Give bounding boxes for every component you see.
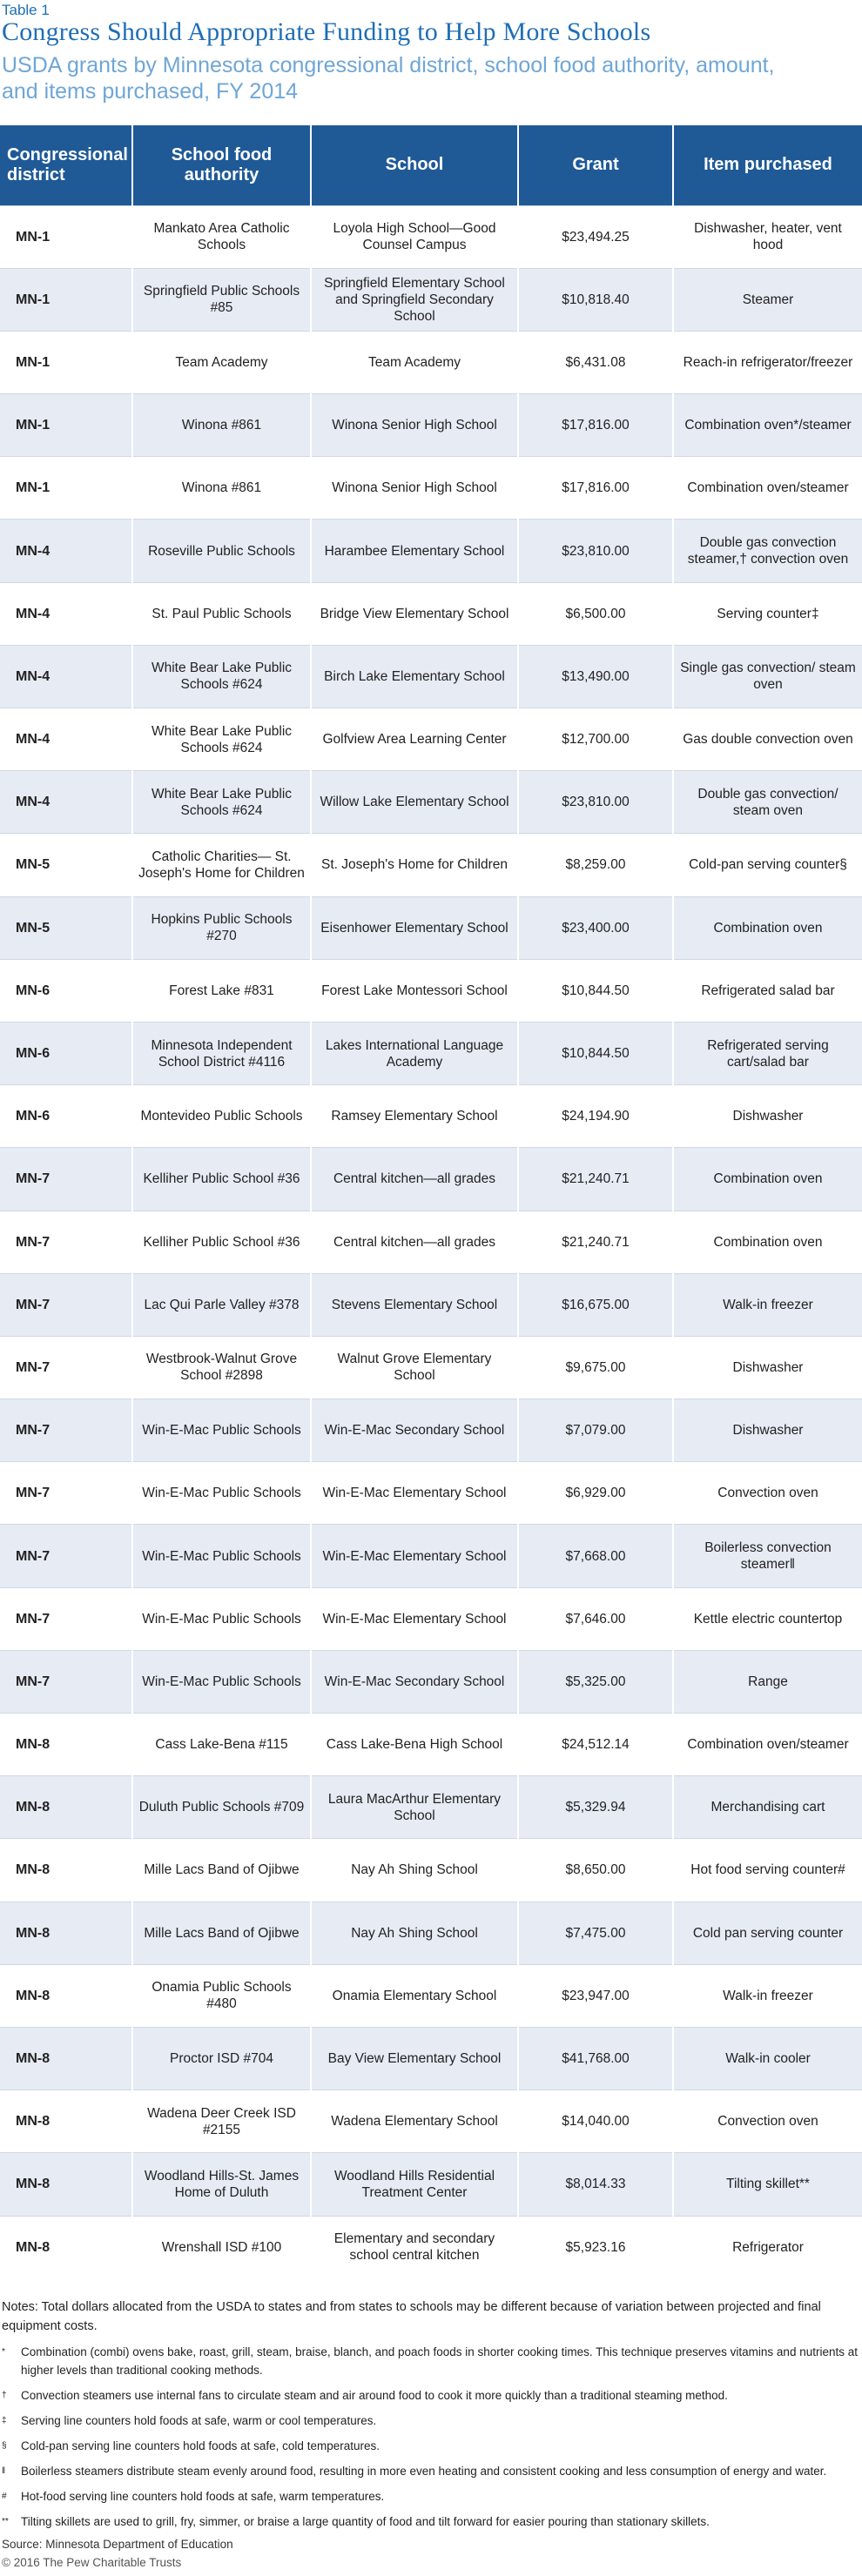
cell-authority: Forest Lake #831 — [132, 959, 311, 1022]
table-row — [0, 1776, 862, 1839]
table-row — [0, 2027, 862, 2090]
cell-grant: $7,668.00 — [518, 1525, 673, 1587]
cell-item: Cold pan serving counter — [673, 1902, 862, 1964]
cell-item: Combination oven*/steamer — [673, 394, 862, 457]
cell-authority: Win-E-Mac Public Schools — [132, 1399, 311, 1462]
cell-item: Combination oven/steamer — [673, 457, 862, 520]
column-header-item: Item purchased — [673, 125, 862, 205]
cell-authority: Westbrook-Walnut Grove School #2898 — [132, 1336, 311, 1399]
page-title: Congress Should Appropriate Funding to Help More Schools — [2, 17, 651, 46]
table-row — [0, 268, 862, 331]
column-header-authority: School food authority — [132, 125, 311, 205]
cell-grant: $8,650.00 — [518, 1839, 673, 1902]
cell-authority: Mankato Area Catholic Schools — [132, 205, 311, 268]
cell-school: Woodland Hills Residential Treatment Center — [311, 2153, 518, 2216]
cell-authority: Winona #861 — [132, 394, 311, 457]
cell-authority: Onamia Public Schools #480 — [132, 1964, 311, 2027]
cell-district: MN-7 — [0, 1336, 132, 1399]
cell-item: Refrigerated serving cart/salad bar — [673, 1022, 862, 1084]
cell-item: Combination oven — [673, 1211, 862, 1273]
page-subtitle: USDA grants by Minnesota congressional district, school food authority, amount, and items purchased, FY 2014 — [2, 53, 775, 104]
cell-grant: $10,844.50 — [518, 1022, 673, 1084]
cell-item: Serving counter‡ — [673, 582, 862, 645]
cell-school: Win-E-Mac Elementary School — [311, 1462, 518, 1525]
cell-item: Boilerless convection steamer‖ — [673, 1525, 862, 1587]
table-row — [0, 1525, 862, 1587]
cell-district: MN-7 — [0, 1273, 132, 1336]
cell-school: Onamia Elementary School — [311, 1964, 518, 2027]
cell-item: Refrigerated salad bar — [673, 959, 862, 1022]
cell-item: Merchandising cart — [673, 1776, 862, 1839]
cell-district: MN-4 — [0, 708, 132, 771]
table-row — [0, 645, 862, 708]
cell-district: MN-8 — [0, 2027, 132, 2090]
cell-grant: $6,929.00 — [518, 1462, 673, 1525]
cell-authority: Kelliher Public School #36 — [132, 1148, 311, 1211]
cell-school: Win-E-Mac Secondary School — [311, 1399, 518, 1462]
cell-grant: $23,810.00 — [518, 771, 673, 834]
table-label: Table 1 — [2, 2, 50, 18]
footnote — [0, 2412, 862, 2430]
column-header-district: Congressional district — [0, 125, 132, 205]
cell-grant: $13,490.00 — [518, 645, 673, 708]
cell-item: Walk-in cooler — [673, 2027, 862, 2090]
cell-district: MN-7 — [0, 1462, 132, 1525]
cell-item: Single gas convection/ steam oven — [673, 645, 862, 708]
cell-grant: $6,431.08 — [518, 331, 673, 393]
cell-district: MN-1 — [0, 457, 132, 520]
cell-district: MN-4 — [0, 520, 132, 582]
footnote-mark: † — [2, 2391, 7, 2400]
footnote-mark: § — [2, 2441, 7, 2451]
cell-item: Dishwasher — [673, 1336, 862, 1399]
cell-school: Win-E-Mac Elementary School — [311, 1525, 518, 1587]
table-row — [0, 771, 862, 834]
table-row — [0, 708, 862, 771]
table-row — [0, 457, 862, 520]
table-row — [0, 1022, 862, 1084]
cell-district: MN-1 — [0, 205, 132, 268]
cell-grant: $7,079.00 — [518, 1399, 673, 1462]
cell-authority: Roseville Public Schools — [132, 520, 311, 582]
cell-school: Laura MacArthur Elementary School — [311, 1776, 518, 1839]
cell-school: Wadena Elementary School — [311, 2090, 518, 2153]
cell-item: Combination oven — [673, 896, 862, 959]
table-row — [0, 1336, 862, 1399]
footnote-text: Combination (combi) ovens bake, roast, grill, steam, braise, blanch, and poach foods in shorter cooking times. This technique preserves vitamins and nutrients at higher levels than traditional cooking methods. — [21, 2345, 858, 2377]
cell-district: MN-8 — [0, 2090, 132, 2153]
cell-district: MN-8 — [0, 2153, 132, 2216]
cell-grant: $24,194.90 — [518, 1085, 673, 1148]
table-header-block — [0, 0, 862, 122]
cell-authority: Hopkins Public Schools #270 — [132, 896, 311, 959]
table-row — [0, 520, 862, 582]
cell-authority: Minnesota Independent School District #4116 — [132, 1022, 311, 1084]
cell-grant: $16,675.00 — [518, 1273, 673, 1336]
cell-district: MN-8 — [0, 1714, 132, 1776]
footnote-text: Boilerless steamers distribute steam evenly around food, resulting in more even heating and consistent cooking and less consumption of energy and water. — [21, 2465, 827, 2478]
cell-authority: Cass Lake-Bena #115 — [132, 1714, 311, 1776]
footnote — [0, 2343, 862, 2379]
cell-authority: Montevideo Public Schools — [132, 1085, 311, 1148]
cell-item: Kettle electric countertop — [673, 1587, 862, 1650]
cell-item: Tilting skillet** — [673, 2153, 862, 2216]
footnote — [0, 2512, 862, 2531]
cell-district: MN-6 — [0, 1022, 132, 1084]
table-row — [0, 1650, 862, 1713]
notes-text: Notes: Total dollars allocated from the USDA to states and from states to schools may be different because of variation between projected and final equipment costs. — [2, 2300, 821, 2333]
table-row — [0, 1714, 862, 1776]
copyright-line: © 2016 The Pew Charitable Trusts — [2, 2556, 182, 2569]
cell-school: Cass Lake-Bena High School — [311, 1714, 518, 1776]
footnote — [0, 2487, 862, 2506]
cell-item: Dishwasher, heater, vent hood — [673, 205, 862, 268]
cell-authority: Mille Lacs Band of Ojibwe — [132, 1839, 311, 1902]
cell-item: Dishwasher — [673, 1085, 862, 1148]
cell-authority: Springfield Public Schools #85 — [132, 268, 311, 331]
cell-district: MN-8 — [0, 1839, 132, 1902]
cell-item: Double gas convection steamer,† convection oven — [673, 520, 862, 582]
cell-grant: $23,810.00 — [518, 520, 673, 582]
cell-district: MN-6 — [0, 959, 132, 1022]
source-line: Source: Minnesota Department of Education — [2, 2538, 233, 2551]
cell-authority: Catholic Charities— St. Joseph's Home for Children — [132, 834, 311, 896]
cell-authority: Win-E-Mac Public Schools — [132, 1525, 311, 1587]
cell-school: Nay Ah Shing School — [311, 1902, 518, 1964]
cell-authority: White Bear Lake Public Schools #624 — [132, 708, 311, 771]
cell-grant: $17,816.00 — [518, 394, 673, 457]
cell-district: MN-1 — [0, 394, 132, 457]
cell-grant: $7,646.00 — [518, 1587, 673, 1650]
cell-district: MN-8 — [0, 1964, 132, 2027]
cell-item: Range — [673, 1650, 862, 1713]
table-row — [0, 1902, 862, 1964]
cell-authority: Woodland Hills-St. James Home of Duluth — [132, 2153, 311, 2216]
cell-district: MN-8 — [0, 1902, 132, 1964]
column-header-school: School — [311, 125, 518, 205]
footnote-text: Convection steamers use internal fans to circulate steam and air around food to cook it more quickly than a traditional steaming method. — [21, 2389, 728, 2402]
table-row — [0, 2090, 862, 2153]
table-row — [0, 1148, 862, 1211]
table-row — [0, 331, 862, 393]
cell-grant: $10,818.40 — [518, 268, 673, 331]
cell-school: Springfield Elementary School and Springfield Secondary School — [311, 268, 518, 331]
cell-authority: Win-E-Mac Public Schools — [132, 1462, 311, 1525]
table-body — [0, 205, 862, 2278]
cell-district: MN-7 — [0, 1148, 132, 1211]
cell-school: Lakes International Language Academy — [311, 1022, 518, 1084]
cell-item: Dishwasher — [673, 1399, 862, 1462]
grants-table — [0, 125, 862, 2278]
cell-school: Elementary and secondary school central kitchen — [311, 2216, 518, 2278]
cell-school: Golfview Area Learning Center — [311, 708, 518, 771]
cell-school: Bridge View Elementary School — [311, 582, 518, 645]
table-row — [0, 2216, 862, 2278]
table-row — [0, 896, 862, 959]
cell-district: MN-1 — [0, 331, 132, 393]
cell-authority: Winona #861 — [132, 457, 311, 520]
footnote-mark: ‡ — [2, 2416, 7, 2425]
cell-school: Nay Ah Shing School — [311, 1839, 518, 1902]
cell-authority: Win-E-Mac Public Schools — [132, 1650, 311, 1713]
cell-authority: Wrenshall ISD #100 — [132, 2216, 311, 2278]
cell-district: MN-4 — [0, 582, 132, 645]
cell-grant: $21,240.71 — [518, 1148, 673, 1211]
cell-grant: $8,259.00 — [518, 834, 673, 896]
table-row — [0, 834, 862, 896]
cell-school: Ramsey Elementary School — [311, 1085, 518, 1148]
cell-grant: $9,675.00 — [518, 1336, 673, 1399]
cell-school: Willow Lake Elementary School — [311, 771, 518, 834]
cell-grant: $7,475.00 — [518, 1902, 673, 1964]
table-row — [0, 1211, 862, 1273]
table-header-row — [0, 125, 862, 205]
table-row — [0, 205, 862, 268]
footnote-text: Serving line counters hold foods at safe, warm or cool temperatures. — [21, 2414, 377, 2427]
cell-school: Walnut Grove Elementary School — [311, 1336, 518, 1399]
column-header-grant: Grant — [518, 125, 673, 205]
table-row — [0, 1273, 862, 1336]
cell-grant: $5,329.94 — [518, 1776, 673, 1839]
footnote-mark: ‖ — [2, 2466, 6, 2476]
cell-school: Eisenhower Elementary School — [311, 896, 518, 959]
table-row — [0, 394, 862, 457]
table-row — [0, 1399, 862, 1462]
cell-grant: $5,325.00 — [518, 1650, 673, 1713]
cell-school: Bay View Elementary School — [311, 2027, 518, 2090]
cell-item: Steamer — [673, 268, 862, 331]
cell-school: Winona Senior High School — [311, 457, 518, 520]
cell-grant: $17,816.00 — [518, 457, 673, 520]
cell-grant: $5,923.16 — [518, 2216, 673, 2278]
cell-district: MN-4 — [0, 645, 132, 708]
table-row — [0, 1462, 862, 1525]
cell-district: MN-8 — [0, 2216, 132, 2278]
cell-grant: $23,400.00 — [518, 896, 673, 959]
cell-item: Walk-in freezer — [673, 1964, 862, 2027]
cell-school: Birch Lake Elementary School — [311, 645, 518, 708]
cell-item: Gas double convection oven — [673, 708, 862, 771]
cell-school: Loyola High School—Good Counsel Campus — [311, 205, 518, 268]
cell-grant: $8,014.33 — [518, 2153, 673, 2216]
footnote-mark: ** — [2, 2517, 9, 2526]
footnote — [0, 2437, 862, 2455]
cell-authority: Team Academy — [132, 331, 311, 393]
cell-item: Walk-in freezer — [673, 1273, 862, 1336]
table-row — [0, 959, 862, 1022]
cell-district: MN-1 — [0, 268, 132, 331]
cell-grant: $6,500.00 — [518, 582, 673, 645]
cell-item: Convection oven — [673, 2090, 862, 2153]
cell-district: MN-7 — [0, 1650, 132, 1713]
cell-school: Central kitchen—all grades — [311, 1148, 518, 1211]
cell-grant: $10,844.50 — [518, 959, 673, 1022]
table-row — [0, 1587, 862, 1650]
cell-school: Forest Lake Montessori School — [311, 959, 518, 1022]
cell-school: Winona Senior High School — [311, 394, 518, 457]
cell-item: Cold-pan serving counter§ — [673, 834, 862, 896]
cell-item: Hot food serving counter# — [673, 1839, 862, 1902]
cell-authority: Win-E-Mac Public Schools — [132, 1587, 311, 1650]
cell-authority: Duluth Public Schools #709 — [132, 1776, 311, 1839]
footnote — [0, 2386, 862, 2405]
table-row — [0, 1839, 862, 1902]
cell-district: MN-5 — [0, 896, 132, 959]
cell-district: MN-8 — [0, 1776, 132, 1839]
cell-grant: $23,494.25 — [518, 205, 673, 268]
cell-grant: $14,040.00 — [518, 2090, 673, 2153]
cell-authority: Wadena Deer Creek ISD #2155 — [132, 2090, 311, 2153]
cell-grant: $24,512.14 — [518, 1714, 673, 1776]
cell-authority: Kelliher Public School #36 — [132, 1211, 311, 1273]
cell-authority: Mille Lacs Band of Ojibwe — [132, 1902, 311, 1964]
cell-authority: Lac Qui Parle Valley #378 — [132, 1273, 311, 1336]
cell-school: Win-E-Mac Elementary School — [311, 1587, 518, 1650]
cell-district: MN-7 — [0, 1587, 132, 1650]
table-row — [0, 1964, 862, 2027]
footnote-text: Cold-pan serving line counters hold foods at safe, cold temperatures. — [21, 2439, 380, 2452]
cell-district: MN-4 — [0, 771, 132, 834]
cell-district: MN-7 — [0, 1525, 132, 1587]
cell-item: Double gas convection/ steam oven — [673, 771, 862, 834]
table-row — [0, 582, 862, 645]
cell-school: Win-E-Mac Secondary School — [311, 1650, 518, 1713]
table-row — [0, 2153, 862, 2216]
cell-district: MN-7 — [0, 1211, 132, 1273]
cell-grant: $21,240.71 — [518, 1211, 673, 1273]
cell-grant: $41,768.00 — [518, 2027, 673, 2090]
cell-school: Team Academy — [311, 331, 518, 393]
footnote-mark: * — [2, 2347, 5, 2357]
cell-item: Convection oven — [673, 1462, 862, 1525]
cell-district: MN-7 — [0, 1399, 132, 1462]
footnote-text: Hot-food serving line counters hold foods at safe, warm temperatures. — [21, 2490, 385, 2503]
cell-item: Refrigerator — [673, 2216, 862, 2278]
footnote-text: Tilting skillets are used to grill, fry, simmer, or braise a large quantity of food and tilt forward for easier pouring than stationary skillets. — [21, 2515, 710, 2528]
cell-item: Reach-in refrigerator/freezer — [673, 331, 862, 393]
notes-section — [0, 2298, 862, 2569]
cell-school: Central kitchen—all grades — [311, 1211, 518, 1273]
cell-item: Combination oven/steamer — [673, 1714, 862, 1776]
cell-authority: White Bear Lake Public Schools #624 — [132, 645, 311, 708]
table-row — [0, 1085, 862, 1148]
cell-authority: Proctor ISD #704 — [132, 2027, 311, 2090]
cell-item: Combination oven — [673, 1148, 862, 1211]
cell-authority: St. Paul Public Schools — [132, 582, 311, 645]
cell-authority: White Bear Lake Public Schools #624 — [132, 771, 311, 834]
footnotes-list — [0, 2343, 862, 2531]
cell-district: MN-6 — [0, 1085, 132, 1148]
footnote — [0, 2462, 862, 2480]
cell-school: Stevens Elementary School — [311, 1273, 518, 1336]
footnote-mark: # — [2, 2492, 7, 2501]
cell-school: Harambee Elementary School — [311, 520, 518, 582]
cell-grant: $12,700.00 — [518, 708, 673, 771]
cell-grant: $23,947.00 — [518, 1964, 673, 2027]
cell-district: MN-5 — [0, 834, 132, 896]
cell-school: St. Joseph's Home for Children — [311, 834, 518, 896]
